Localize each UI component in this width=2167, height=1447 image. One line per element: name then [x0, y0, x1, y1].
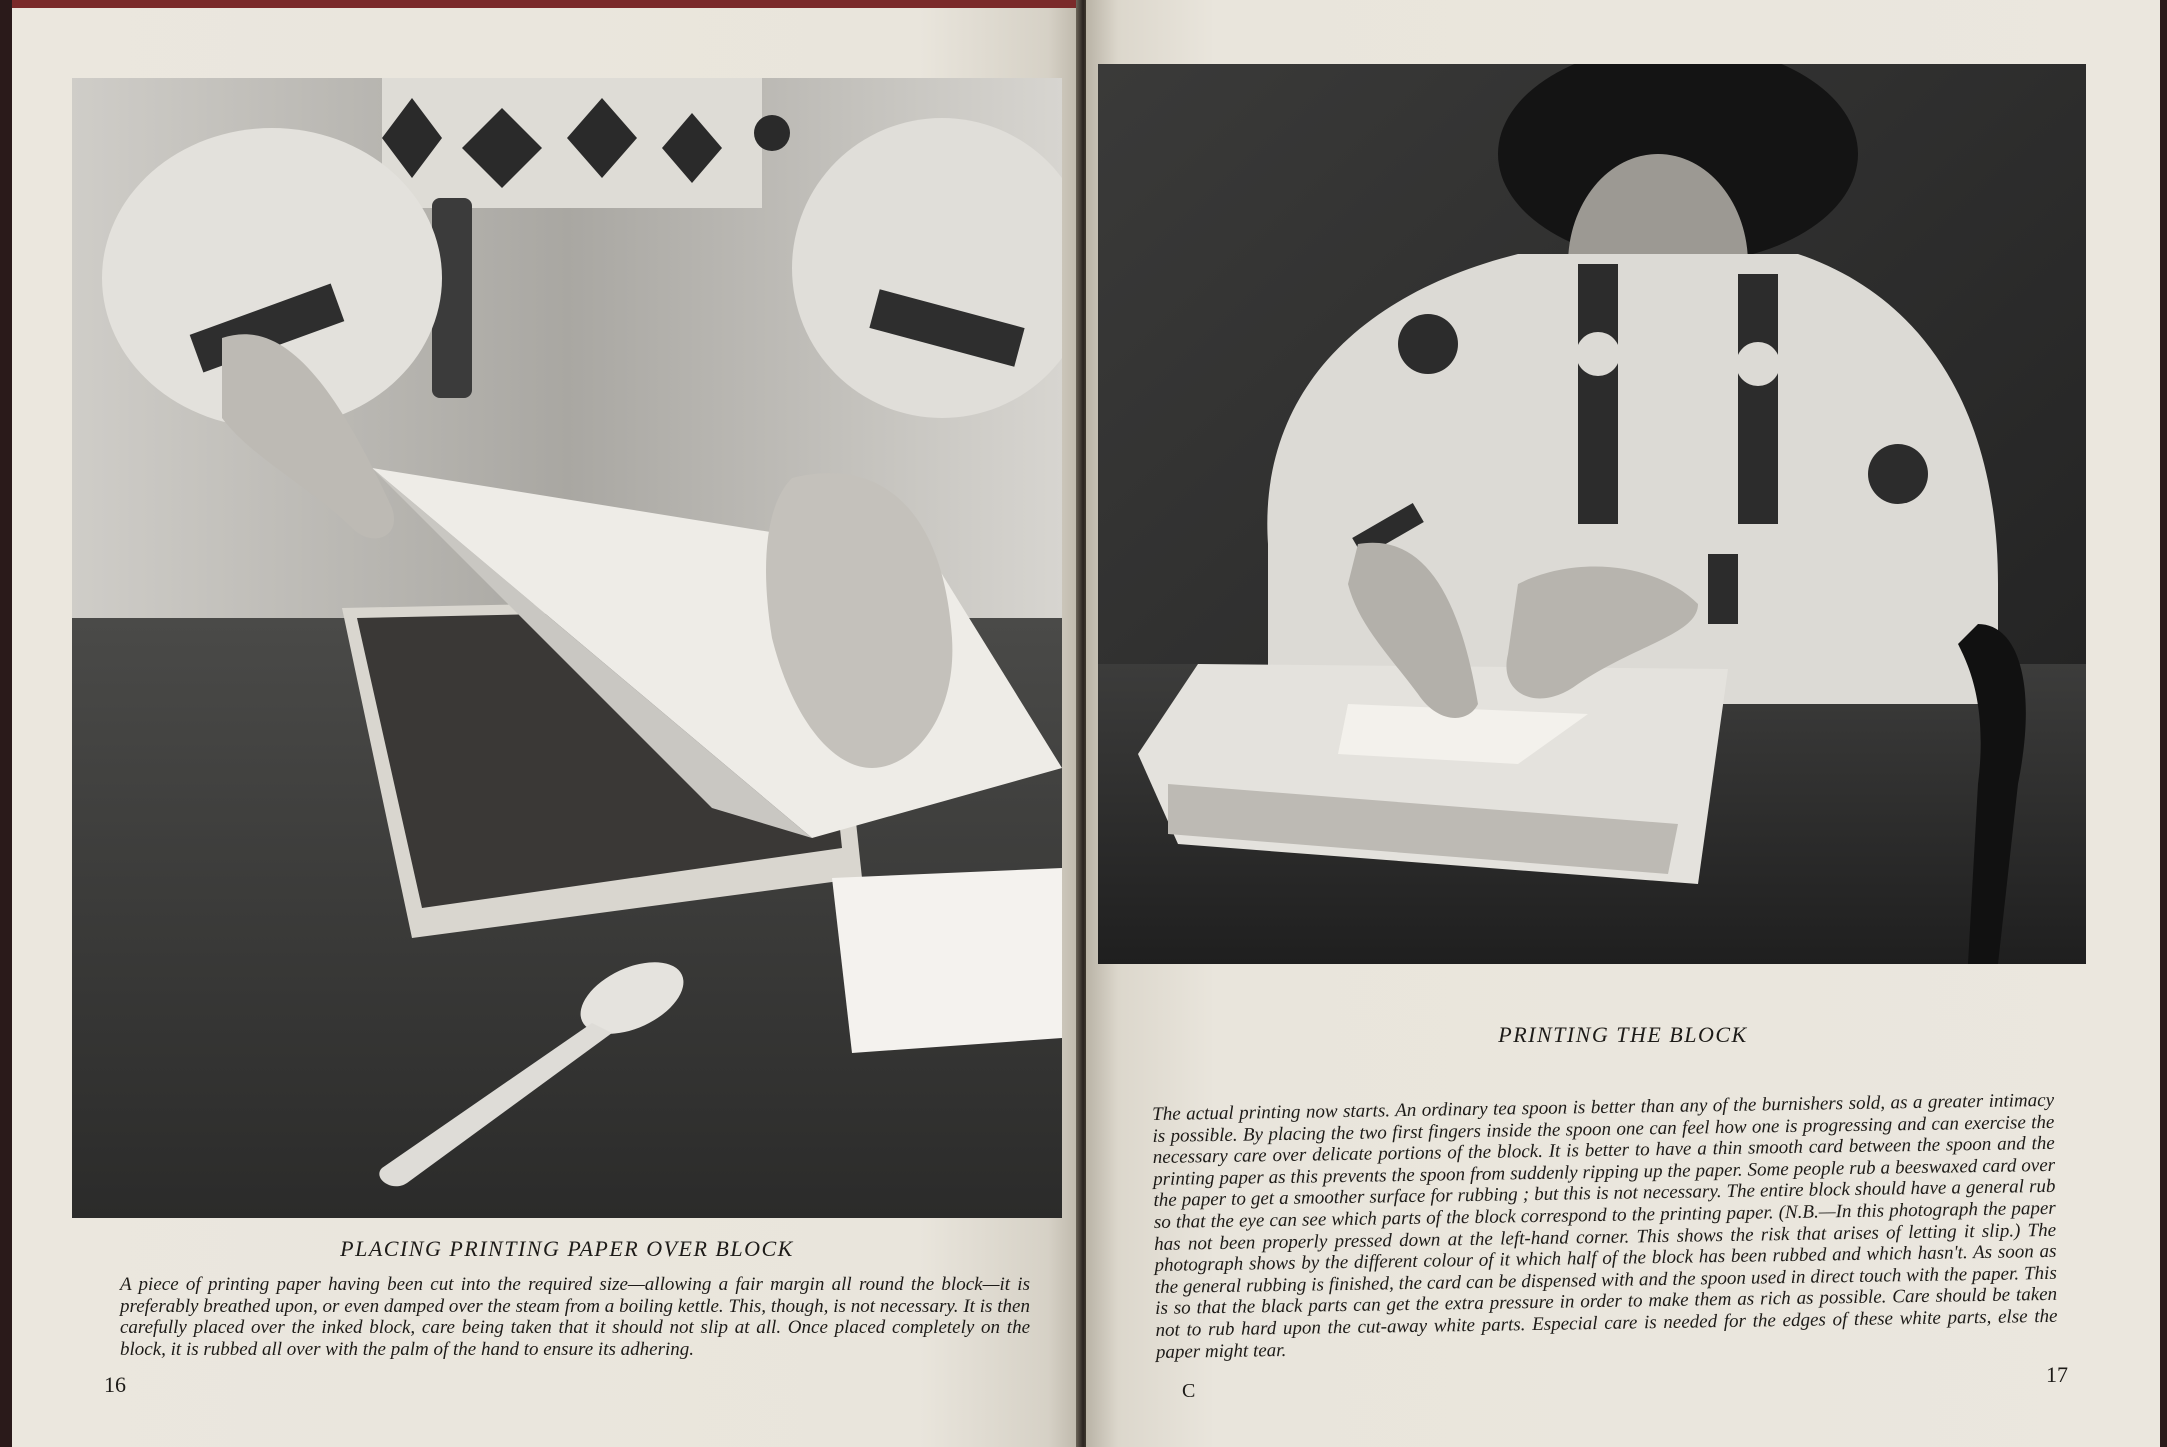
- left-page: [12, 0, 1080, 1447]
- page-number-left: 16: [104, 1372, 126, 1397]
- photo-caption-right: PRINTING THE BLOCK: [1498, 1022, 1748, 1047]
- photo-placing-paper: [72, 78, 1062, 1218]
- body-text-left: A piece of printing paper having been cut into the required size—allowing a fair margin all round the block—it is preferably breathed upon, or even damped over the steam from a boiling kettle. This, though, is not necessary. It is then carefully placed over the inked block, care being taken that it should not slip at all. Once placed completely on the block, it is rubbed all over with the palm of the hand to ensure its adhering.: [120, 1274, 1030, 1360]
- body-text-right: The actual printing now starts. An ordinary tea spoon is better than any of the burnishers sold, as a greater intimacy is possible. By placing the two first fingers inside the spoon one can feel how one is progressing and can exercise the necessary care over delicate portions of the block. It is better to have a thin smooth card between the spoon and the printing paper as this prevents the spoon from suddenly ripping up the paper. Some people rub a beeswaxed card over the paper to get a smoother surface for rubbing ; but this is not necessary. The entire block should have a general rub so that the eye can see which parts of the block correspond to the printing paper. (N.B.—In this photograph the paper has not been properly pressed down at the left-hand corner. This shows the risk that arises of letting it slip.) The photograph shows by the different colour of it which half of the block has been rubbed and which hasn't. As soon as the general rubbing is finished, the card can be dispensed with and the spoon used in direct touch with the paper. This is so that the black parts can get the extra pressure in order to make them as rich as possible. Care should be taken not to rub hard upon the cut-away white parts. Especial care is needed for the edges of these white parts, else the paper might tear.: [1152, 1089, 2058, 1363]
- photo-printing-block: [1098, 64, 2086, 964]
- page-number-right: 17: [2046, 1362, 2068, 1387]
- photo-caption-left: PLACING PRINTING PAPER OVER BLOCK: [340, 1236, 794, 1261]
- right-page: [1086, 0, 2160, 1447]
- signature-mark: C: [1182, 1380, 1196, 1402]
